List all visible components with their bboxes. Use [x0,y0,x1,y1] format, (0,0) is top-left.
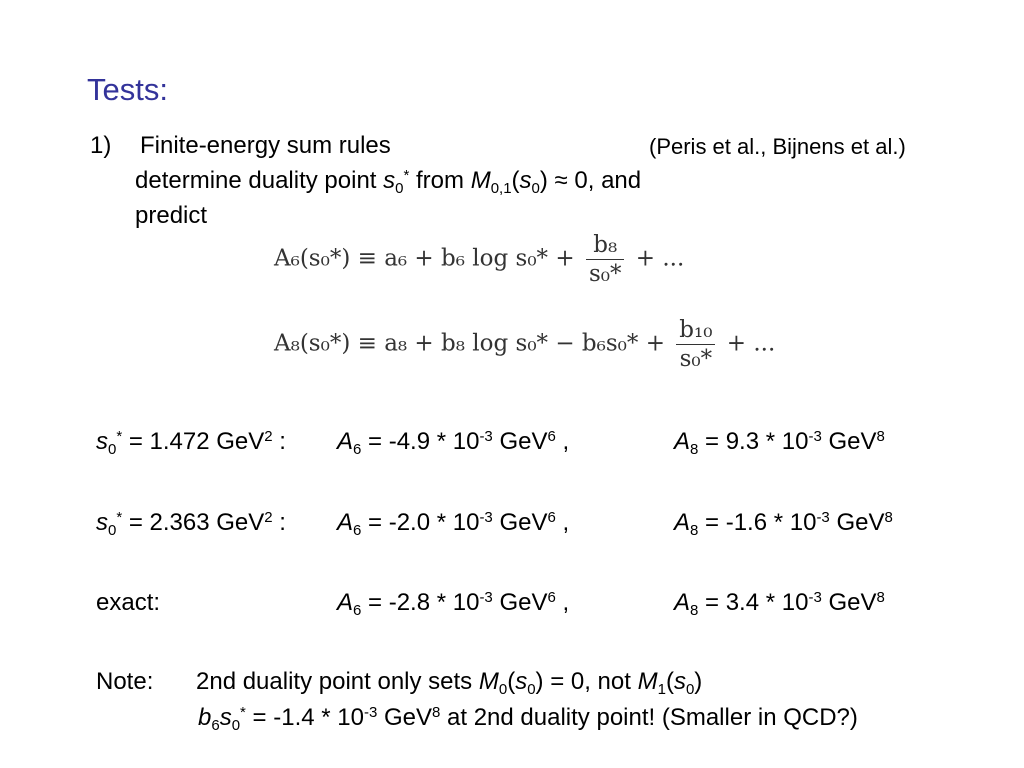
a6-value: = -4.9 * 10 [361,428,480,455]
superscript: 2 [264,428,273,445]
item-line-3: predict [135,202,208,229]
symbol-M: M [637,668,658,695]
symbol-A: A [337,509,354,536]
result-row-1-label [96,428,286,456]
subscript: 0 [685,681,695,698]
result-row-2-a6 [337,509,569,537]
subscript: 6 [353,441,362,458]
a8-value: = 9.3 * 10 [698,428,809,455]
fraction-denominator: s₀* [588,261,622,287]
equation-a8 [274,317,775,372]
superscript: 8 [432,704,441,721]
superscript: * [403,167,410,184]
a6-value: = -2.0 * 10 [361,509,480,536]
paren: ) [694,668,703,695]
symbol-s: s [96,509,108,536]
note-label: Note: [96,668,154,695]
superscript: 2 [264,509,273,526]
subscript: 8 [690,602,699,619]
superscript: -3 [479,589,493,606]
a6-value: = -2.8 * 10 [361,589,480,616]
superscript: -3 [808,589,822,606]
line2-rest: ) ≈ 0, and [539,167,642,194]
colon: : [272,428,286,455]
superscript: 6 [547,589,556,606]
colon: : [272,509,286,536]
comma: , [555,589,570,616]
symbol-s: s [519,167,532,194]
subscript: 0 [531,180,540,197]
superscript: 6 [547,428,556,445]
superscript: -3 [808,428,822,445]
superscript: -3 [479,428,493,445]
unit: GeV [821,589,877,616]
result-row-3-label: exact: [96,589,161,616]
symbol-s: s [96,428,108,455]
note-text: at 2nd duality point! (Smaller in QCD?) [440,704,858,731]
unit: GeV [492,589,548,616]
symbol-s: s [219,704,232,731]
subscript: 8 [690,522,699,539]
symbol-A: A [337,428,354,455]
subscript: 0 [108,441,117,458]
paren: ( [507,668,516,695]
superscript: -3 [816,509,830,526]
symbol-b: b [198,704,212,731]
item-heading: Finite-energy sum rules [140,132,391,159]
item-line-2 [135,167,641,195]
symbol-s: s [673,668,686,695]
slide-title: Tests: [87,72,168,107]
fraction-denominator: s₀* [679,346,713,372]
superscript: -3 [363,704,378,721]
subscript: 0 [395,180,404,197]
superscript: * [240,704,246,721]
equation-a6-lhs: A₆(s₀*) ≡ a₆ + b₆ log s₀* + [274,245,582,272]
equation-a6-tail: + ... [628,245,685,272]
symbol-s: s [515,668,528,695]
note-line-2 [198,704,858,732]
unit: GeV [377,704,433,731]
line2-text: determine duality point [135,167,384,194]
subscript: 8 [690,441,699,458]
subscript: 6 [353,522,362,539]
comma: , [555,509,570,536]
unit: GeV [821,428,877,455]
result-row-1-a6 [337,428,569,456]
superscript: 8 [876,589,885,606]
paren: ( [511,167,520,194]
item-reference: (Peris et al., Bijnens et al.) [649,134,906,159]
superscript: * [116,428,123,445]
fraction-numerator: b₈ [586,232,625,260]
unit: GeV [492,509,548,536]
subscript: 0 [108,522,117,539]
result-row-2-a8 [674,509,893,537]
equation-a8-tail: + ... [719,330,776,357]
unit: GeV [492,428,548,455]
equation-a6 [274,232,684,287]
result-row-3-a6 [337,589,569,617]
subscript: 6 [211,717,220,734]
subscript: 0 [231,717,241,734]
superscript: -3 [479,509,493,526]
label-value: = 2.363 GeV [122,509,265,536]
symbol-s: s [383,167,396,194]
symbol-M: M [470,167,491,194]
symbol-A: A [674,509,691,536]
a8-value: = 3.4 * 10 [698,589,809,616]
line2-from: from [409,167,471,194]
subscript: 0 [498,681,508,698]
equation-a8-lhs: A₈(s₀*) ≡ a₈ + b₈ log s₀* − b₆s₀* + [274,330,673,357]
symbol-A: A [337,589,354,616]
superscript: 6 [547,509,556,526]
symbol-M: M [478,668,499,695]
fraction [586,232,625,287]
item-number: 1) [90,132,112,159]
subscript: 0 [527,681,536,698]
superscript: 8 [876,428,885,445]
comma: , [555,428,570,455]
fraction-numerator: b₁₀ [676,317,715,345]
label-value: = 1.472 GeV [122,428,265,455]
a8-value: = -1.6 * 10 [698,509,817,536]
note-text: ) = 0, not [535,668,638,695]
superscript: * [116,509,123,526]
note-value: = -1.4 * 10 [245,704,364,731]
subscript: 6 [353,602,362,619]
result-row-3-a8 [674,589,885,617]
subscript: 0,1 [490,180,512,197]
symbol-A: A [674,428,691,455]
superscript: 8 [884,509,893,526]
note-line-1 [196,668,702,696]
note-text: 2nd duality point only sets [196,668,479,695]
fraction [676,317,715,372]
result-row-2-label [96,509,286,537]
unit: GeV [829,509,885,536]
paren: ( [665,668,674,695]
subscript: 1 [657,681,666,698]
symbol-A: A [674,589,691,616]
result-row-1-a8 [674,428,885,456]
